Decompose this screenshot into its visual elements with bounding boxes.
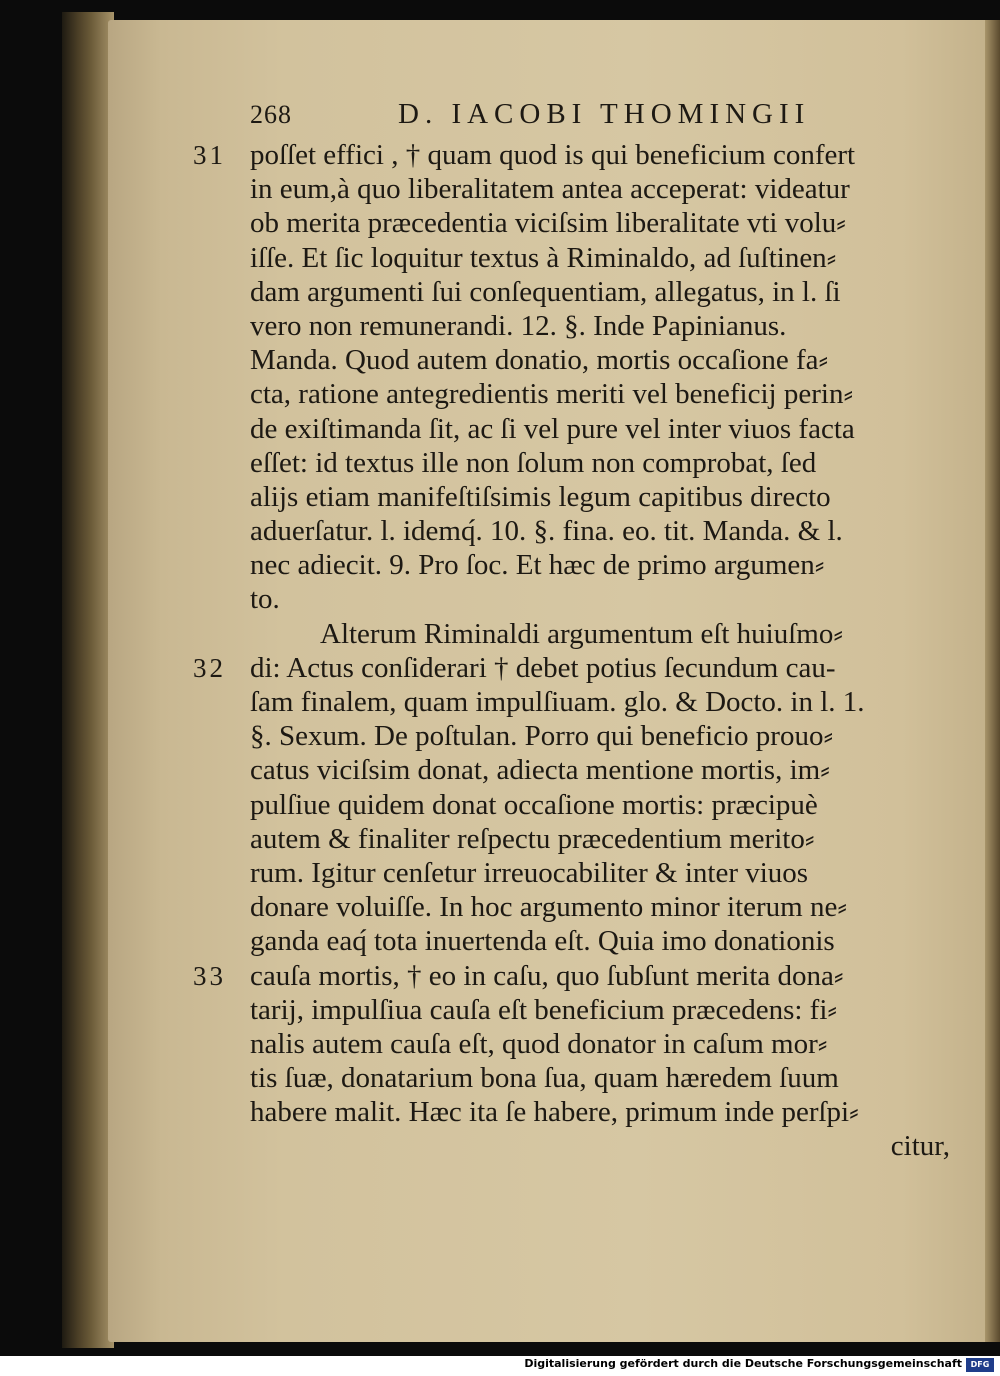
line-text: citur,: [890, 1130, 950, 1163]
text-line: [250, 343, 950, 377]
line-text: di: Actus conſiderari † debet potius ſecundum cau-: [250, 651, 836, 684]
book-page-edge: [985, 20, 1000, 1342]
text-line: [250, 719, 950, 753]
page-number: 268: [250, 100, 292, 129]
text-line: [250, 275, 950, 309]
line-text: ſam finalem, quam impulſiuam. glo. & Docto. in l. 1.: [250, 686, 865, 718]
line-text: rum. Igitur cenſetur irreuocabiliter & inter viuos: [250, 856, 809, 889]
margin-note-number: 33: [193, 960, 226, 991]
text-line: [250, 172, 950, 206]
line-text: nec adiecit. 9. Pro ſoc. Et hæc de primo argumen⸗: [250, 549, 825, 582]
line-text: in eum,à quo liberalitatem antea acceperat: videatur: [250, 173, 850, 206]
line-text: donare voluiſſe. In hoc argumento minor iterum ne⸗: [250, 891, 848, 924]
text-line: [250, 480, 950, 514]
text-line: [250, 993, 950, 1027]
page-text: [193, 98, 950, 1164]
text-line: [250, 856, 950, 890]
line-text: Alterum Riminaldi argumentum eſt huiuſmo⸗: [320, 617, 844, 650]
line-text: de exiſtimanda ſit, ac ſi vel pure vel inter viuos facta: [250, 412, 855, 445]
text-line: [250, 206, 950, 240]
text-line: [250, 446, 950, 480]
text-line: [250, 377, 950, 411]
text-lines: [193, 138, 950, 1164]
text-line: [250, 685, 950, 719]
line-text: Manda. Quod autem donatio, mortis occaſione fa⸗: [250, 344, 829, 377]
line-text: aduerſatur. l. idemq́. 10. §. fina. eo. tit. Manda. & l.: [250, 515, 843, 548]
line-text: dam argumenti ſui conſequentiam, allegatus, in l. ſi: [250, 275, 841, 308]
text-line: [250, 582, 950, 616]
line-text: ganda eaq́ tota inuertenda eſt. Quia imo donationis: [250, 925, 835, 958]
footer-credit: Digitalisierung gefördert durch die Deutsche Forschungsgemeinschaft: [524, 1357, 962, 1370]
text-line: [250, 788, 950, 822]
text-line: [250, 548, 950, 582]
text-line: [250, 617, 950, 651]
running-header: [250, 98, 950, 138]
line-text: eſſet: id textus ille non ſolum non comprobat, ſed: [250, 446, 817, 479]
text-line: [250, 924, 950, 958]
text-line: [250, 1027, 950, 1061]
line-text: cta, ratione antegredientis meriti vel beneficij perin⸗: [250, 378, 854, 411]
dfg-logo: DFG: [966, 1358, 994, 1372]
line-text: iſſe. Et ſic loquitur textus à Riminaldo, ad ſuſtinen⸗: [250, 241, 837, 274]
text-line: [250, 822, 950, 856]
line-text: habere malit. Hæc ita ſe habere, primum inde perſpi⸗: [250, 1096, 859, 1129]
line-text: poſſet effici , † quam quod is qui beneficium confert: [250, 139, 856, 171]
text-line: [250, 412, 950, 446]
text-line: [250, 309, 950, 343]
margin-note-number: 31: [193, 140, 226, 170]
text-line: [250, 241, 950, 275]
text-line: [250, 1095, 950, 1129]
margin-note-number: 32: [193, 652, 226, 683]
text-line: [250, 514, 950, 548]
line-text: vero non remunerandi. 12. §. Inde Papinianus.: [250, 309, 787, 342]
line-text: ob merita præcedentia viciſsim liberalitate vti volu⸗: [250, 207, 846, 240]
text-line: [193, 138, 950, 172]
running-head-title: D. IACOBI THOMINGII: [398, 98, 811, 130]
digitization-footer: [0, 1356, 1000, 1376]
line-text: nalis autem cauſa eſt, quod donator in caſum mor⸗: [250, 1027, 828, 1060]
text-line: [250, 890, 950, 924]
line-text: cauſa mortis, † eo in caſu, quo ſubſunt merita dona⸗: [250, 959, 844, 992]
text-line: [250, 1129, 950, 1163]
line-text: catus viciſsim donat, adiecta mentione mortis, im⸗: [250, 754, 830, 787]
text-line: [193, 959, 950, 993]
line-text: tarij, impulſiua cauſa eſt beneficium præcedens: fi⸗: [250, 993, 838, 1026]
text-line: [250, 1061, 950, 1095]
text-line: [193, 651, 950, 685]
book-spine-edge: [62, 12, 114, 1348]
line-text: §. Sexum. De poſtulan. Porro qui beneficio prouo⸗: [250, 720, 834, 753]
line-text: autem & finaliter reſpectu præcedentium merito⸗: [250, 822, 815, 855]
line-text: alijs etiam manifeſtiſsimis legum capitibus directo: [250, 480, 831, 513]
line-text: pulſiue quidem donat occaſione mortis: præcipuè: [250, 788, 818, 821]
text-line: [250, 753, 950, 787]
line-text: tis ſuæ, donatarium bona ſua, quam hæredem ſuum: [250, 1062, 839, 1095]
line-text: to.: [250, 583, 280, 616]
